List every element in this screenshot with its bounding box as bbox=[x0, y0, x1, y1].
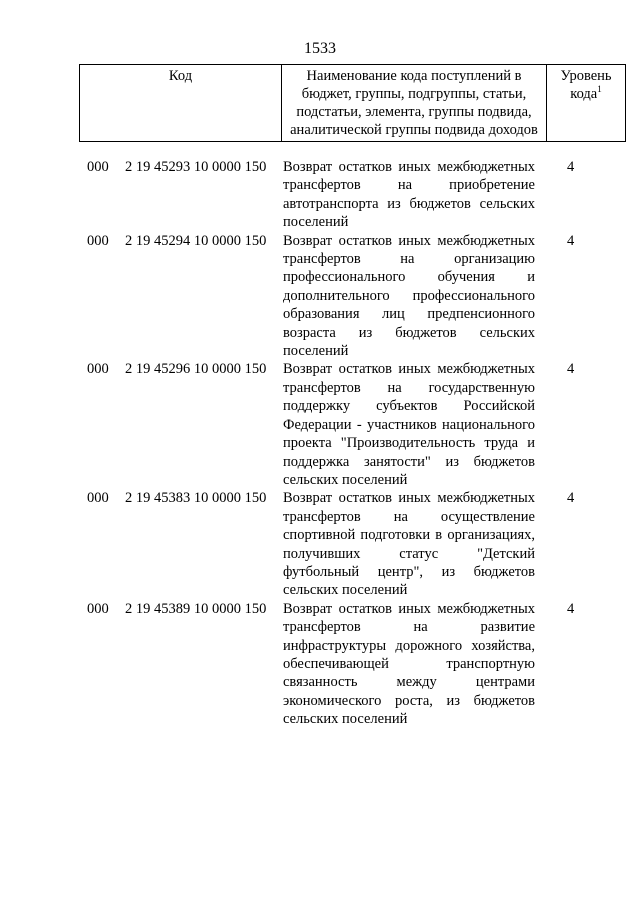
row-name: Возврат остатков иных межбюджетных трансфертов на развитие инфраструктуры дорожного хозяйства, обеспечивающей транспортную связанность между центрами экономического роста, из бюджетов сельских поселений bbox=[283, 600, 535, 728]
row-level: 4 bbox=[567, 232, 575, 249]
row-income-code: 2 19 45296 10 0000 150 bbox=[125, 361, 267, 378]
row-income-code: 2 19 45294 10 0000 150 bbox=[125, 232, 267, 249]
row-admin-code: 000 bbox=[87, 490, 109, 507]
header-code: Код bbox=[80, 65, 282, 142]
header-name: Наименование кода поступлений в бюджет, группы, подгруппы, статьи, подстатьи, элемента, группы подвида, аналитической группы подвида доходов bbox=[282, 65, 547, 142]
table-row bbox=[0, 600, 640, 729]
row-name: Возврат остатков иных межбюджетных трансфертов на приобретение автотранспорта из бюджетов сельских поселений bbox=[283, 159, 535, 231]
row-name: Возврат остатков иных межбюджетных трансфертов на организацию профессионального обучения и дополнительного профессионального образования лиц предпенсионного возраста из бюджетов сельских поселений bbox=[283, 232, 535, 360]
header-level-footnote: 1 bbox=[597, 84, 602, 95]
table-row bbox=[0, 360, 640, 489]
row-level: 4 bbox=[567, 490, 575, 507]
row-level: 4 bbox=[567, 159, 575, 175]
row-admin-code: 000 bbox=[87, 600, 109, 617]
table-header bbox=[79, 64, 626, 142]
header-level-label: Уровень кода bbox=[560, 68, 612, 102]
row-level: 4 bbox=[567, 361, 575, 378]
row-level: 4 bbox=[567, 600, 575, 617]
row-income-code: 2 19 45293 10 0000 150 bbox=[125, 159, 267, 175]
row-income-code: 2 19 45383 10 0000 150 bbox=[125, 490, 267, 507]
row-name: Возврат остатков иных межбюджетных трансфертов на осуществление спортивной подготовки в организациях, получивших статус "Детский футбольный центр", из бюджетов сельских поселений bbox=[283, 490, 535, 599]
row-admin-code: 000 bbox=[87, 361, 109, 378]
row-name: Возврат остатков иных межбюджетных трансфертов на государственную поддержку субъектов Российской Федерации - участников национального проекта "Производительность труда и поддержка занятости" из бюджетов сельских поселений bbox=[283, 361, 535, 488]
table-row bbox=[0, 489, 640, 599]
page-number: 1533 bbox=[304, 40, 336, 57]
table-row bbox=[0, 158, 640, 232]
row-income-code: 2 19 45389 10 0000 150 bbox=[125, 600, 267, 617]
row-admin-code: 000 bbox=[87, 159, 109, 175]
table-header-row bbox=[80, 65, 626, 142]
table-body bbox=[0, 158, 640, 729]
header-level bbox=[547, 65, 626, 142]
table-row bbox=[0, 232, 640, 361]
row-admin-code: 000 bbox=[87, 232, 109, 249]
